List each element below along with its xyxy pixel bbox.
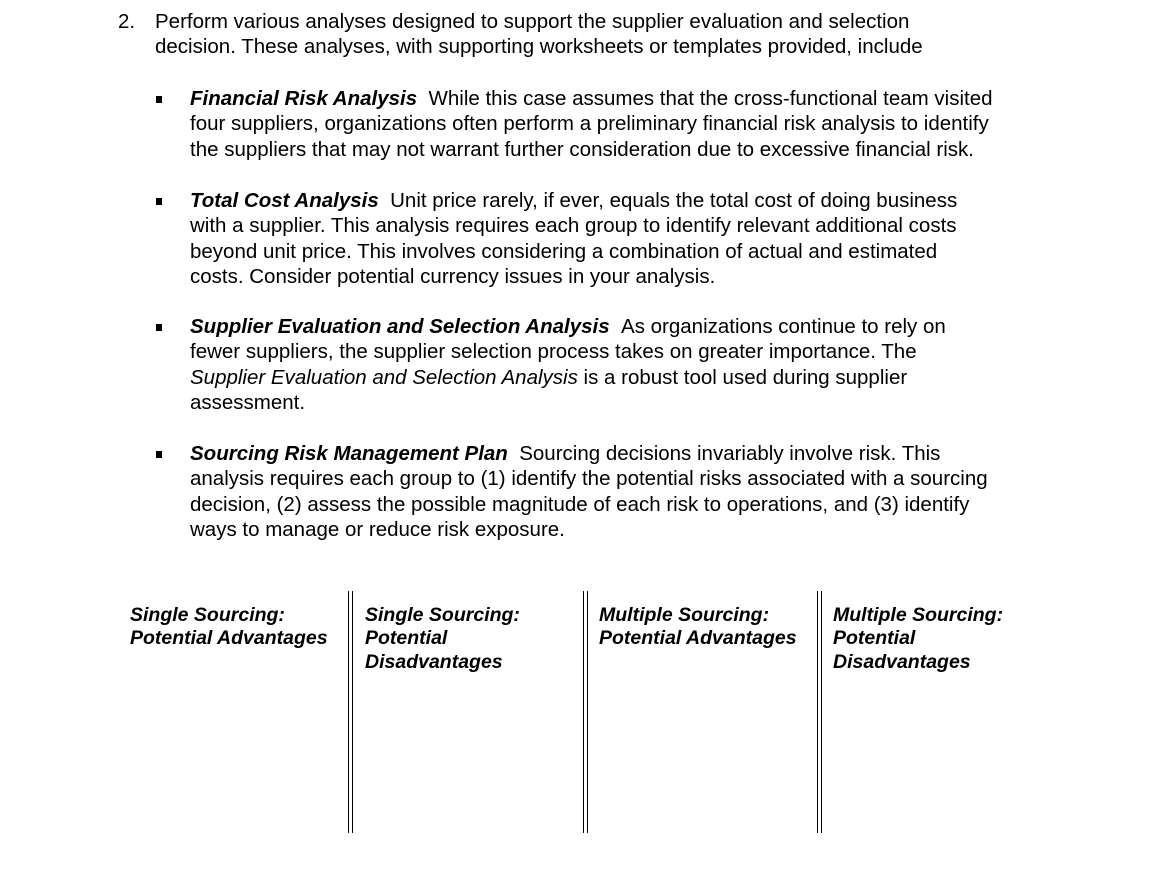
bullet-term: Supplier Evaluation and Selection Analysis [190,315,610,338]
column-divider [817,591,822,833]
bullet-line [190,365,1065,390]
bullet-line: analysis requires each group to (1) identify the potential risks associated with a sourcing [190,467,988,491]
table-column-single-disadvantages [355,591,583,833]
bullet-square-icon [156,324,162,331]
bullet-line: ways to manage or reduce risk exposure. [190,518,565,542]
bullet-line [190,314,1065,339]
column-header [365,604,520,674]
item-intro [155,9,1035,60]
item-intro-line: decision. These analyses, with supporting worksheets or templates provided, include [155,35,923,59]
bullet-line: decision, (2) assess the possible magnitude of each risk to operations, and (3) identify [190,492,970,516]
bullet-line: with a supplier. This analysis requires each group to identify relevant additional costs [190,214,957,238]
bullet-line-text: Sourcing decisions invariably involve risk. This [519,442,941,465]
bullet-term: Financial Risk Analysis [190,87,418,110]
table-column-multiple-disadvantages [823,591,1063,833]
item-number: 2. [118,10,136,33]
bullet-line [190,188,1065,213]
bullet-text [190,441,1065,543]
column-header-line: Disadvantages [833,650,971,673]
column-header-line: Potential [833,627,916,650]
bullet-line-text: While this case assumes that the cross-functional team visited [428,87,993,110]
bullet-text [190,86,1065,162]
column-header-line: Disadvantages [365,650,503,673]
item-intro-line: Perform various analyses designed to support the supplier evaluation and selection [155,10,910,33]
bullet-term: Total Cost Analysis [190,189,379,212]
column-header-line: Multiple Sourcing: [599,604,770,626]
bullet-line: costs. Consider potential currency issues in your analysis. [190,265,716,289]
bullet-line: four suppliers, organizations often perform a preliminary financial risk analysis to identify [190,112,989,136]
bullet-line-text: Unit price rarely, if ever, equals the total cost of doing business [390,189,958,212]
bullet-line-text: is a robust tool used during supplier [577,365,908,389]
column-divider [583,591,588,833]
column-header [599,604,797,651]
column-header-line: Potential Advantages [130,627,328,650]
column-header-line: Multiple Sourcing: [833,604,1004,626]
table-column-multiple-advantages [589,591,817,833]
bullet-line: the suppliers that may not warrant further consideration due to excessive financial risk. [190,137,974,161]
bullet-line: beyond unit price. This involves considering a combination of actual and estimated [190,239,938,263]
bullet-line [190,86,1065,111]
column-header-line: Potential [365,627,448,650]
column-header-line: Single Sourcing: [130,604,285,626]
bullet-square-icon [156,198,162,205]
bullet-square-icon [156,96,162,103]
column-header [833,604,1003,674]
bullet-text [190,314,1065,416]
column-header-line: Single Sourcing: [365,604,520,626]
bullet-line: assessment. [190,391,306,415]
italic-reference: Supplier Evaluation and Selection Analysis [190,365,578,389]
column-header [130,604,328,651]
bullet-term: Sourcing Risk Management Plan [190,442,508,465]
bullet-line-text: As organizations continue to rely on [621,315,946,338]
bullet-line: fewer suppliers, the supplier selection process takes on greater importance. The [190,340,917,364]
column-divider [348,591,353,833]
sourcing-comparison-table [120,591,1080,833]
bullet-square-icon [156,451,162,458]
column-header-line: Potential Advantages [599,627,797,650]
bullet-line [190,441,1065,466]
table-column-single-advantages [120,591,348,833]
bullet-text [190,188,1065,290]
